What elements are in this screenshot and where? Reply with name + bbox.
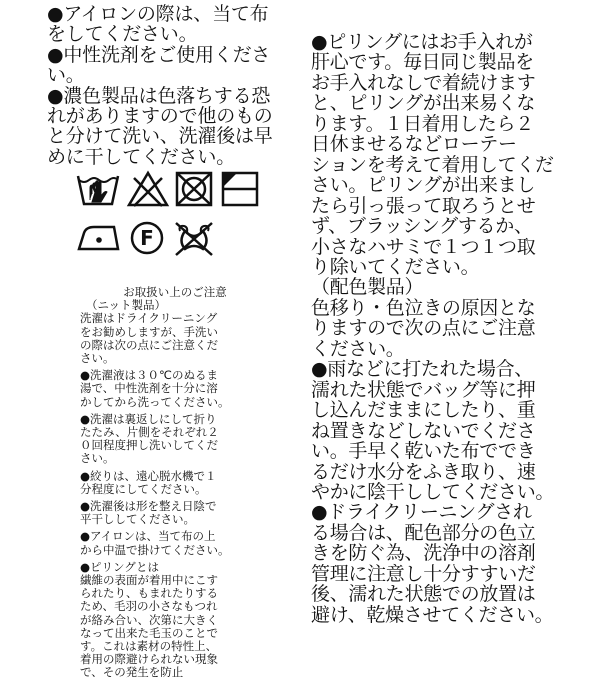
knit-care-paragraph bbox=[80, 500, 242, 526]
text-line: ください。 bbox=[311, 337, 405, 360]
text-line: ションを考えて着用してくだ bbox=[311, 153, 554, 176]
text-line: ●絞りは、遠心脱水機で１ bbox=[80, 468, 217, 483]
dry-clean-f-label: F bbox=[140, 226, 154, 250]
text-line: が絡み合い、次第に大きく bbox=[80, 612, 218, 627]
text-line: かしてから洗ってください。 bbox=[80, 394, 230, 409]
text-line: 着用の際避けられない現象 bbox=[80, 652, 218, 667]
text-line: きを防ぐ為、洗浄中の溶剤 bbox=[311, 542, 536, 565]
text-line: ●ピリングにはお手入れが bbox=[311, 31, 533, 53]
text-line: なって出来た毛玉のことで bbox=[80, 625, 218, 640]
text-line: ●中性洗剤をご使用くださ bbox=[47, 43, 271, 66]
text-line: めに干してください。 bbox=[47, 145, 236, 168]
text-line: ●ドライクリーニングされ bbox=[311, 501, 532, 524]
text-line: り除いてください。 bbox=[311, 255, 480, 278]
no-bleach-symbol-icon bbox=[126, 170, 170, 208]
text-line: たら引っ張って取ろうとせ bbox=[311, 194, 536, 217]
care-instructions-top bbox=[47, 4, 273, 167]
text-line: 後、濡れた状態での放置は bbox=[311, 583, 536, 606]
text-line: ず、ブラッシングするか、 bbox=[311, 215, 533, 238]
text-line: で、その発生を防止 bbox=[80, 665, 184, 680]
text-line: をしてください。 bbox=[47, 23, 198, 46]
text-line: ●アイロンは、当て布の上 bbox=[80, 529, 216, 544]
text-line: 避け、乾燥させてください。 bbox=[311, 603, 554, 626]
care-instructions-right bbox=[311, 32, 554, 625]
iron-low-symbol-icon bbox=[76, 219, 122, 255]
text-line: りますので次の点にご注意 bbox=[311, 317, 536, 340]
text-line: 洗濯はドライクリーニング bbox=[80, 311, 218, 326]
text-line: るだけ水分をふき取り、速 bbox=[311, 460, 536, 483]
text-line: やかに陰干ししてください。 bbox=[311, 480, 555, 503]
no-tumble-dry-symbol-icon bbox=[174, 170, 214, 208]
text-line: さい。 bbox=[80, 351, 115, 366]
dry-clean-f-symbol-icon bbox=[128, 219, 166, 257]
text-line: い。 bbox=[47, 64, 85, 87]
text-line: 平干ししてください。 bbox=[80, 512, 195, 527]
text-line: さい。ピリングが出来まし bbox=[311, 174, 536, 197]
text-line: 日休ませるなどローテー bbox=[311, 133, 517, 156]
text-line: れがありますので他のもの bbox=[47, 105, 273, 128]
text-line: 濡れた状態でバッグ等に押 bbox=[311, 378, 536, 401]
text-line: る場合は、配色部分の色立 bbox=[311, 521, 536, 544]
text-line: ●濃色製品は色落ちする恐 bbox=[47, 84, 271, 107]
hand-wash-symbol-icon bbox=[76, 170, 120, 208]
knit-care-paragraph bbox=[80, 470, 242, 496]
text-line: 肝心です。毎日同じ製品を bbox=[311, 51, 534, 74]
text-line: し込んだままにしたり、重 bbox=[311, 399, 536, 422]
text-line: 色移り・色泣きの原因とな bbox=[311, 296, 536, 319]
text-line: さい。 bbox=[80, 451, 115, 466]
text-line: い。手早く乾いた布ででき bbox=[311, 440, 536, 463]
text-line: お手入れなしで着続けます bbox=[311, 71, 536, 94]
text-line: 繊維の表面が着用中にこす bbox=[80, 573, 218, 588]
text-line: をお勧めしますが、手洗い bbox=[80, 324, 218, 339]
text-line: られたり、もまれたりする bbox=[80, 586, 218, 601]
text-line: たたみ、片側をそれぞれ２ bbox=[80, 425, 219, 440]
text-line: と、ピリングが出来易くな bbox=[311, 92, 536, 115]
knit-care-paragraph bbox=[80, 413, 242, 466]
text-line: ●雨などに打たれた場合、 bbox=[311, 358, 533, 381]
text-line: ●ピリングとは bbox=[80, 559, 160, 574]
text-line: 湯で、中性洗剤を十分に溶 bbox=[80, 381, 218, 396]
text-line: 小さなハサミで１つ１つ取 bbox=[311, 235, 536, 258]
text-line: す。これは素材の特性上、 bbox=[80, 639, 218, 654]
text-line: ります。１日着用したら２ bbox=[311, 112, 534, 135]
text-line: ●洗濯は裏返しにして折り bbox=[80, 411, 217, 426]
text-line: ０回程度押し洗いしてくだ bbox=[80, 438, 218, 453]
no-wring-symbol-icon bbox=[172, 219, 216, 259]
knit-care-paragraphs bbox=[80, 312, 242, 683]
shade-dry-symbol-icon bbox=[220, 170, 260, 208]
knit-care-paragraph bbox=[80, 561, 242, 680]
text-line: ●洗濯後は形を整え日陰で bbox=[80, 499, 217, 514]
text-line: の際は次の点にご注意くだ bbox=[80, 337, 218, 352]
text-line: ●アイロンの際は、当て布 bbox=[47, 3, 269, 25]
text-line: から中温で掛けてください。 bbox=[80, 542, 230, 557]
knit-care-paragraph bbox=[80, 530, 242, 556]
text-line: ため、毛羽の小さなもつれ bbox=[80, 599, 218, 614]
text-line: 管理に注意し十分すすいだ bbox=[311, 562, 536, 585]
knit-care-paragraph bbox=[80, 369, 242, 409]
knit-care-notes bbox=[80, 286, 242, 684]
knit-care-paragraph bbox=[80, 312, 242, 365]
knit-care-subtitle: （ニット製品） bbox=[86, 298, 167, 313]
knit-care-title: お取扱い上のご注意 bbox=[123, 285, 227, 299]
text-line: ね置きなどしないでくださ bbox=[311, 419, 536, 442]
text-line: 分程度にしてください。 bbox=[80, 481, 207, 496]
text-line: ●洗濯液は３０℃のぬるま bbox=[80, 368, 218, 383]
text-line: （配色製品） bbox=[311, 276, 424, 299]
text-line: と分けて洗い、洗濯後は早 bbox=[47, 125, 273, 148]
